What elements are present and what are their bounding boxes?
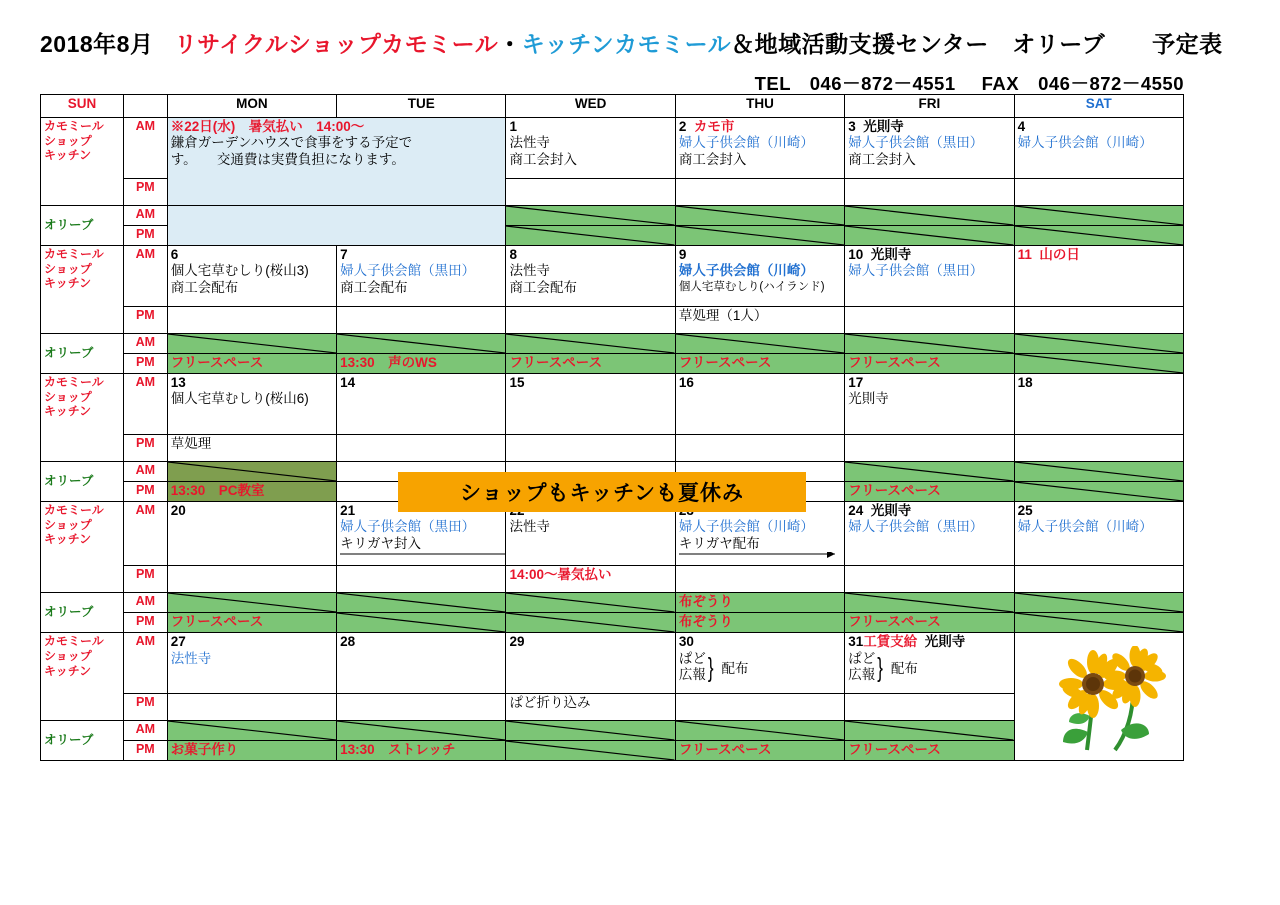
- cell-aug-29[interactable]: [506, 633, 675, 694]
- notice-box-ext: [167, 206, 506, 246]
- olive-w4-am-fri[interactable]: [845, 593, 1014, 613]
- period-pm-w5: PM: [123, 694, 167, 721]
- cell-1-line1: 法性寺: [509, 135, 550, 151]
- title-rest: ＆地域活動支援センター オリーブ 予定表: [731, 31, 1223, 57]
- cell-aug-30[interactable]: [675, 633, 844, 694]
- cell-7-line1: 婦人子供会館（黒田）: [340, 263, 476, 279]
- group-label-kamomile-3: カモミール ショップ キッチン: [41, 374, 124, 462]
- olive-w5-am-wed[interactable]: [506, 721, 675, 741]
- olive-w1-pm-thu[interactable]: [675, 226, 844, 246]
- olive-w4-pm-fri[interactable]: [845, 613, 1014, 633]
- olive-w4-pm-mon-label: フリースペース: [170, 614, 264, 630]
- cell-8-line1: 法性寺: [509, 263, 550, 279]
- cell-aug-29-pm[interactable]: [506, 694, 675, 721]
- cell-aug-1-pm[interactable]: [506, 179, 675, 206]
- olive-w3-pm-sat[interactable]: [1014, 482, 1183, 502]
- summer-holiday-banner: ショップもキッチンも夏休み: [398, 472, 806, 512]
- cell-24-line1: 婦人子供会館（黒田）: [848, 519, 984, 535]
- notice-box[interactable]: [167, 118, 506, 206]
- olive-w5-am-tue[interactable]: [337, 721, 506, 741]
- notice-line-2: 鎌倉ガーデンハウスで食事をする予定で: [170, 135, 413, 151]
- olive-w1-am-thu[interactable]: [675, 206, 844, 226]
- daynum-18: 18: [1017, 375, 1033, 390]
- olive-w5-pm-mon[interactable]: [167, 741, 336, 761]
- olive-period-pm-w4: PM: [123, 613, 167, 633]
- olive-w4-am-mon[interactable]: [167, 593, 336, 613]
- olive-w3-am-fri[interactable]: [845, 462, 1014, 482]
- olive-w2-am-thu[interactable]: [675, 334, 844, 354]
- cell-8-line2: 商工会配布: [509, 279, 577, 295]
- period-pm-w2: PM: [123, 307, 167, 334]
- cell-aug-28[interactable]: [337, 633, 506, 694]
- cell-aug-15[interactable]: [506, 374, 675, 435]
- daynum-31: 31: [848, 634, 864, 650]
- cell-31-title: 工賃支給: [863, 634, 918, 650]
- week4-olive-am-row: [41, 593, 1184, 613]
- cell-aug-7-pm[interactable]: [337, 307, 506, 334]
- daynum-9: 9: [678, 247, 687, 262]
- olive-w1-am-fri[interactable]: [845, 206, 1014, 226]
- daynum-7: 7: [340, 247, 348, 262]
- cell-aug-7[interactable]: [337, 246, 506, 307]
- title-kitchen: キッチンカモミール: [521, 31, 732, 57]
- arrow-23-to-24: [679, 552, 841, 564]
- olive-period-pm-w3: PM: [123, 482, 167, 502]
- week5-am-row: [41, 633, 1184, 694]
- cell-23-line1: 婦人子供会館（川崎）: [678, 519, 814, 535]
- week3-am-row: [41, 374, 1184, 435]
- olive-w2-pm-fri-label: フリースペース: [848, 355, 941, 370]
- olive-w2-pm-fri[interactable]: [845, 354, 1014, 374]
- week2-olive-pm-row: [41, 354, 1184, 374]
- diagonal-strike: [506, 206, 674, 225]
- week1-am-row: [41, 118, 1184, 179]
- cell-aug-11[interactable]: [1014, 246, 1183, 307]
- group-label-olive-1: オリーブ: [41, 206, 124, 246]
- cell-10-line1: 婦人子供会館（黒田）: [848, 263, 984, 279]
- cell-27-line1: 法性寺: [170, 650, 212, 666]
- diagonal-strike: [845, 226, 1013, 245]
- cell-aug-6[interactable]: [167, 246, 336, 307]
- cell-9-pm: 草処理（1人）: [678, 308, 768, 323]
- cell-22-line1: 法性寺: [509, 519, 550, 535]
- daynum-13: 13: [170, 375, 186, 390]
- cell-3-line1: 婦人子供会館（黒田）: [848, 135, 984, 151]
- daynum-27: 27: [170, 634, 186, 650]
- column-header-tue: TUE: [337, 95, 506, 118]
- period-am-w4: AM: [123, 502, 167, 566]
- group-label-kamomile-1: カモミール ショップ キッチン: [41, 118, 124, 206]
- sunflower-icon: [1041, 646, 1171, 756]
- cell-aug-10-pm[interactable]: [845, 307, 1014, 334]
- olive-w1-pm-wed[interactable]: [506, 226, 675, 246]
- olive-w3-am-sat[interactable]: [1014, 462, 1183, 482]
- period-am-w3: AM: [123, 374, 167, 435]
- daynum-20: 20: [170, 503, 186, 518]
- week5-pm-row: [41, 694, 1184, 721]
- cell-aug-4-pm[interactable]: [1014, 179, 1183, 206]
- cell-aug-16-pm[interactable]: [675, 435, 844, 462]
- cell-aug-21-pm[interactable]: [337, 566, 506, 593]
- period-am-w1: AM: [123, 118, 167, 179]
- olive-period-am-w5: AM: [123, 721, 167, 741]
- olive-w2-pm-tue-label: 13:30 声のWS: [340, 355, 437, 370]
- olive-w4-am-thu[interactable]: [675, 593, 844, 613]
- olive-period-am-w2: AM: [123, 334, 167, 354]
- olive-period-pm-w1: PM: [123, 226, 167, 246]
- cell-1-line2: 商工会封入: [509, 151, 577, 167]
- period-am-w5: AM: [123, 633, 167, 694]
- olive-period-pm-w5: PM: [123, 741, 167, 761]
- olive-w2-am-fri[interactable]: [845, 334, 1014, 354]
- olive-w5-pm-mon-label: お菓子作り: [170, 742, 239, 758]
- cell-9-line1: 婦人子供会館（川崎）: [678, 263, 814, 279]
- cell-aug-18[interactable]: [1014, 374, 1183, 435]
- cell-aug-31-pm[interactable]: [845, 694, 1014, 721]
- olive-w5-pm-thu-label: フリースペース: [678, 742, 772, 758]
- cell-2-line1: 婦人子供会館（川崎）: [678, 135, 814, 151]
- daynum-4: 4: [1017, 119, 1026, 134]
- daynum-24: 24: [848, 503, 864, 518]
- week1-olive-am-row: [41, 206, 1184, 226]
- cell-11-title: 山の日: [1039, 247, 1080, 262]
- week3-pm-row: [41, 435, 1184, 462]
- daynum-15: 15: [509, 375, 525, 390]
- cell-6-line1: 個人宅草むしり(桜山3): [170, 263, 309, 279]
- fax-number: FAX 046－872－4550: [981, 73, 1184, 94]
- olive-w2-pm-mon[interactable]: [167, 354, 336, 374]
- cell-aug-24-pm[interactable]: [845, 566, 1014, 593]
- olive-w2-pm-thu-label: フリースペース: [678, 355, 772, 370]
- cell-22-pm: 14:00～暑気払い: [509, 567, 612, 583]
- telephone-number: TEL 046－872－4551: [754, 73, 956, 94]
- daynum-8: 8: [509, 247, 517, 262]
- calendar-table: [40, 94, 1184, 761]
- cell-aug-11-pm[interactable]: [1014, 307, 1183, 334]
- cell-31-a: ぱど: [848, 650, 876, 666]
- cell-aug-27-pm[interactable]: [167, 694, 336, 721]
- cell-24-title: 光則寺: [870, 503, 912, 518]
- olive-w5-am-thu[interactable]: [675, 721, 844, 741]
- daynum-2: 2: [678, 119, 687, 134]
- olive-w1-pm-fri[interactable]: [845, 226, 1014, 246]
- cell-aug-14[interactable]: [337, 374, 506, 435]
- daynum-29: 29: [509, 634, 525, 650]
- olive-w5-pm-wed[interactable]: [506, 741, 675, 761]
- olive-w1-am-wed[interactable]: [506, 206, 675, 226]
- group-label-kamomile-4: カモミール ショップ キッチン: [41, 502, 124, 593]
- daynum-25: 25: [1017, 503, 1033, 518]
- cell-aug-30-pm[interactable]: [675, 694, 844, 721]
- olive-w3-am-mon[interactable]: [167, 462, 336, 482]
- column-header-sat: SAT: [1014, 95, 1183, 118]
- diagonal-strike: [676, 226, 844, 245]
- olive-w1-am-sat[interactable]: [1014, 206, 1183, 226]
- cell-13-line1: 個人宅草むしり(桜山6): [170, 391, 309, 407]
- olive-w2-pm-tue[interactable]: [337, 354, 506, 374]
- week2-pm-row: [41, 307, 1184, 334]
- olive-w3-pm-mon-label: 13:30 PC教室: [170, 483, 265, 498]
- column-header-thu: THU: [675, 95, 844, 118]
- cell-21-line1: 婦人子供会館（黒田）: [340, 519, 476, 535]
- column-header-wed: WED: [506, 95, 675, 118]
- olive-w2-pm-wed-label: フリースペース: [509, 355, 603, 370]
- group-label-olive-5: オリーブ: [41, 721, 124, 761]
- period-pm-w4: PM: [123, 566, 167, 593]
- olive-w5-pm-tue-label: 13:30 ストレッチ: [340, 742, 456, 758]
- daynum-21: 21: [340, 503, 356, 518]
- week5-olive-pm-row: [41, 741, 1184, 761]
- cell-sunflower: [1014, 633, 1183, 761]
- title-shop: リサイクルショップカモミール: [174, 31, 499, 57]
- olive-w5-am-mon[interactable]: [167, 721, 336, 741]
- contact-info: [755, 70, 1184, 96]
- daynum-30: 30: [678, 634, 694, 650]
- diagonal-strike: [506, 226, 674, 245]
- cell-30-b: 広報: [678, 667, 706, 683]
- group-label-kamomile-5: カモミール ショップ キッチン: [41, 633, 124, 721]
- cell-aug-9-pm[interactable]: [675, 307, 844, 334]
- cell-aug-4[interactable]: [1014, 118, 1183, 179]
- olive-w4-pm-thu[interactable]: [675, 613, 844, 633]
- arrow-21-to-23: [340, 552, 502, 564]
- olive-w5-pm-fri-label: フリースペース: [848, 742, 941, 758]
- cell-21-line2: キリガヤ封入: [340, 535, 421, 551]
- olive-w4-pm-fri-label: フリースペース: [848, 614, 941, 630]
- period-pm-w3: PM: [123, 435, 167, 462]
- cell-7-line2: 商工会配布: [340, 279, 408, 295]
- olive-w2-pm-sat[interactable]: [1014, 354, 1183, 374]
- olive-w4-am-thu-label: 布ぞうり: [678, 594, 733, 610]
- olive-w4-pm-sat[interactable]: [1014, 613, 1183, 633]
- period-am-w2: AM: [123, 246, 167, 307]
- group-label-olive-2: オリーブ: [41, 334, 124, 374]
- olive-w2-pm-thu[interactable]: [675, 354, 844, 374]
- cell-31-b: 広報: [848, 667, 876, 683]
- olive-w2-pm-wed[interactable]: [506, 354, 675, 374]
- week4-olive-pm-row: [41, 613, 1184, 633]
- cell-13-pm: 草処理: [170, 436, 212, 451]
- cell-aug-1[interactable]: [506, 118, 675, 179]
- diagonal-strike: [1015, 226, 1183, 245]
- group-label-olive-4: オリーブ: [41, 593, 124, 633]
- olive-w2-pm-mon-label: フリースペース: [170, 355, 264, 370]
- cell-aug-28-pm[interactable]: [337, 694, 506, 721]
- olive-period-am-w1: AM: [123, 206, 167, 226]
- table-header-row: [41, 95, 1184, 118]
- cell-3-line2: 商工会封入: [848, 151, 916, 167]
- title-separator: ・: [498, 31, 522, 57]
- cell-3-title: 光則寺: [863, 119, 904, 134]
- column-header-fri: FRI: [845, 95, 1014, 118]
- diagonal-strike: [1015, 206, 1183, 225]
- olive-w2-am-tue[interactable]: [337, 334, 506, 354]
- cell-2-title: カモ市: [693, 119, 735, 134]
- cell-aug-8[interactable]: [506, 246, 675, 307]
- daynum-1: 1: [509, 119, 517, 134]
- cell-4-line1: 婦人子供会館（川崎）: [1017, 135, 1153, 151]
- cell-aug-23-pm[interactable]: [675, 566, 844, 593]
- daynum-14: 14: [340, 375, 356, 390]
- brace-icon: }: [707, 652, 714, 683]
- olive-w5-pm-thu[interactable]: [675, 741, 844, 761]
- cell-30-c: 配布: [721, 661, 749, 677]
- cell-aug-22-pm[interactable]: [506, 566, 675, 593]
- cell-30-a: ぱど: [678, 650, 706, 666]
- cell-aug-16[interactable]: [675, 374, 844, 435]
- olive-w2-am-wed[interactable]: [506, 334, 675, 354]
- week2-am-row: [41, 246, 1184, 307]
- cell-aug-10[interactable]: [845, 246, 1014, 307]
- daynum-10: 10: [848, 247, 864, 262]
- daynum-16: 16: [678, 375, 694, 390]
- cell-aug-13[interactable]: [167, 374, 336, 435]
- olive-period-am-w4: AM: [123, 593, 167, 613]
- notice-line-3: す。 交通費は実費負担になります。: [170, 151, 405, 167]
- week5-olive-am-row: [41, 721, 1184, 741]
- cell-25-line1: 婦人子供会館（川崎）: [1017, 519, 1153, 535]
- cell-aug-18-pm[interactable]: [1014, 435, 1183, 462]
- cell-31-c: 配布: [890, 661, 918, 677]
- olive-period-am-w3: AM: [123, 462, 167, 482]
- diagonal-strike: [845, 206, 1013, 225]
- cell-aug-24[interactable]: [845, 502, 1014, 566]
- cell-aug-2-pm[interactable]: [675, 179, 844, 206]
- olive-w3-pm-fri[interactable]: [845, 482, 1014, 502]
- olive-w5-pm-tue[interactable]: [337, 741, 506, 761]
- column-header-mon: MON: [167, 95, 336, 118]
- week2-olive-am-row: [41, 334, 1184, 354]
- olive-w3-pm-fri-label: フリースペース: [848, 483, 941, 498]
- cell-aug-20-pm[interactable]: [167, 566, 336, 593]
- daynum-11: 11: [1017, 247, 1032, 262]
- week4-pm-row: [41, 566, 1184, 593]
- daynum-28: 28: [340, 634, 356, 650]
- olive-period-pm-w2: PM: [123, 354, 167, 374]
- cell-aug-17-pm[interactable]: [845, 435, 1014, 462]
- diagonal-strike: [676, 206, 844, 225]
- olive-w4-pm-mon[interactable]: [167, 613, 336, 633]
- olive-w5-pm-fri[interactable]: [845, 741, 1014, 761]
- cell-aug-25[interactable]: [1014, 502, 1183, 566]
- group-label-kamomile-2: カモミール ショップ キッチン: [41, 246, 124, 334]
- cell-29-pm: ぱど折り込み: [509, 695, 591, 711]
- cell-aug-8-pm[interactable]: [506, 307, 675, 334]
- olive-w4-am-wed[interactable]: [506, 593, 675, 613]
- cell-aug-27[interactable]: [167, 633, 336, 694]
- cell-aug-13-pm[interactable]: [167, 435, 336, 462]
- column-header-blank: [123, 95, 167, 118]
- olive-w4-am-sat[interactable]: [1014, 593, 1183, 613]
- cell-aug-15-pm[interactable]: [506, 435, 675, 462]
- olive-w5-am-fri[interactable]: [845, 721, 1014, 741]
- daynum-6: 6: [170, 247, 179, 262]
- cell-aug-25-pm[interactable]: [1014, 566, 1183, 593]
- cell-23-line2: キリガヤ配布: [678, 535, 760, 551]
- cell-aug-14-pm[interactable]: [337, 435, 506, 462]
- olive-w2-am-sat[interactable]: [1014, 334, 1183, 354]
- period-pm-w1: PM: [123, 179, 167, 206]
- cell-10-title: 光則寺: [870, 247, 912, 262]
- daynum-3: 3: [848, 119, 856, 134]
- notice-line-1: ※22日(水) 暑気払い 14:00～: [170, 119, 365, 134]
- cell-aug-17[interactable]: [845, 374, 1014, 435]
- cell-aug-3-pm[interactable]: [845, 179, 1014, 206]
- cell-aug-20[interactable]: [167, 502, 336, 566]
- brace-icon: }: [877, 652, 883, 683]
- cell-aug-6-pm[interactable]: [167, 307, 336, 334]
- page-title: [40, 26, 1223, 59]
- olive-w4-am-tue[interactable]: [337, 593, 506, 613]
- cell-aug-2[interactable]: [675, 118, 844, 179]
- olive-w4-pm-tue[interactable]: [337, 613, 506, 633]
- group-label-olive-3: オリーブ: [41, 462, 124, 502]
- olive-w4-pm-wed[interactable]: [506, 613, 675, 633]
- cell-31-title2: 光則寺: [924, 634, 966, 650]
- cell-aug-31[interactable]: [845, 633, 1014, 694]
- cell-2-line2: 商工会封入: [678, 151, 747, 167]
- daynum-17: 17: [848, 375, 864, 390]
- olive-w2-am-mon[interactable]: [167, 334, 336, 354]
- cell-6-line2: 商工会配布: [170, 279, 239, 295]
- cell-aug-3[interactable]: [845, 118, 1014, 179]
- title-month: 2018年8月: [40, 31, 154, 57]
- cell-9-line2: 個人宅草むしり(ハイランド): [678, 280, 825, 293]
- cell-aug-9[interactable]: [675, 246, 844, 307]
- olive-w4-pm-thu-label: 布ぞうり: [678, 614, 733, 630]
- olive-w1-pm-sat[interactable]: [1014, 226, 1183, 246]
- cell-17-line1: 光則寺: [848, 391, 889, 407]
- olive-w3-pm-mon[interactable]: [167, 482, 336, 502]
- column-header-sun: SUN: [41, 95, 124, 118]
